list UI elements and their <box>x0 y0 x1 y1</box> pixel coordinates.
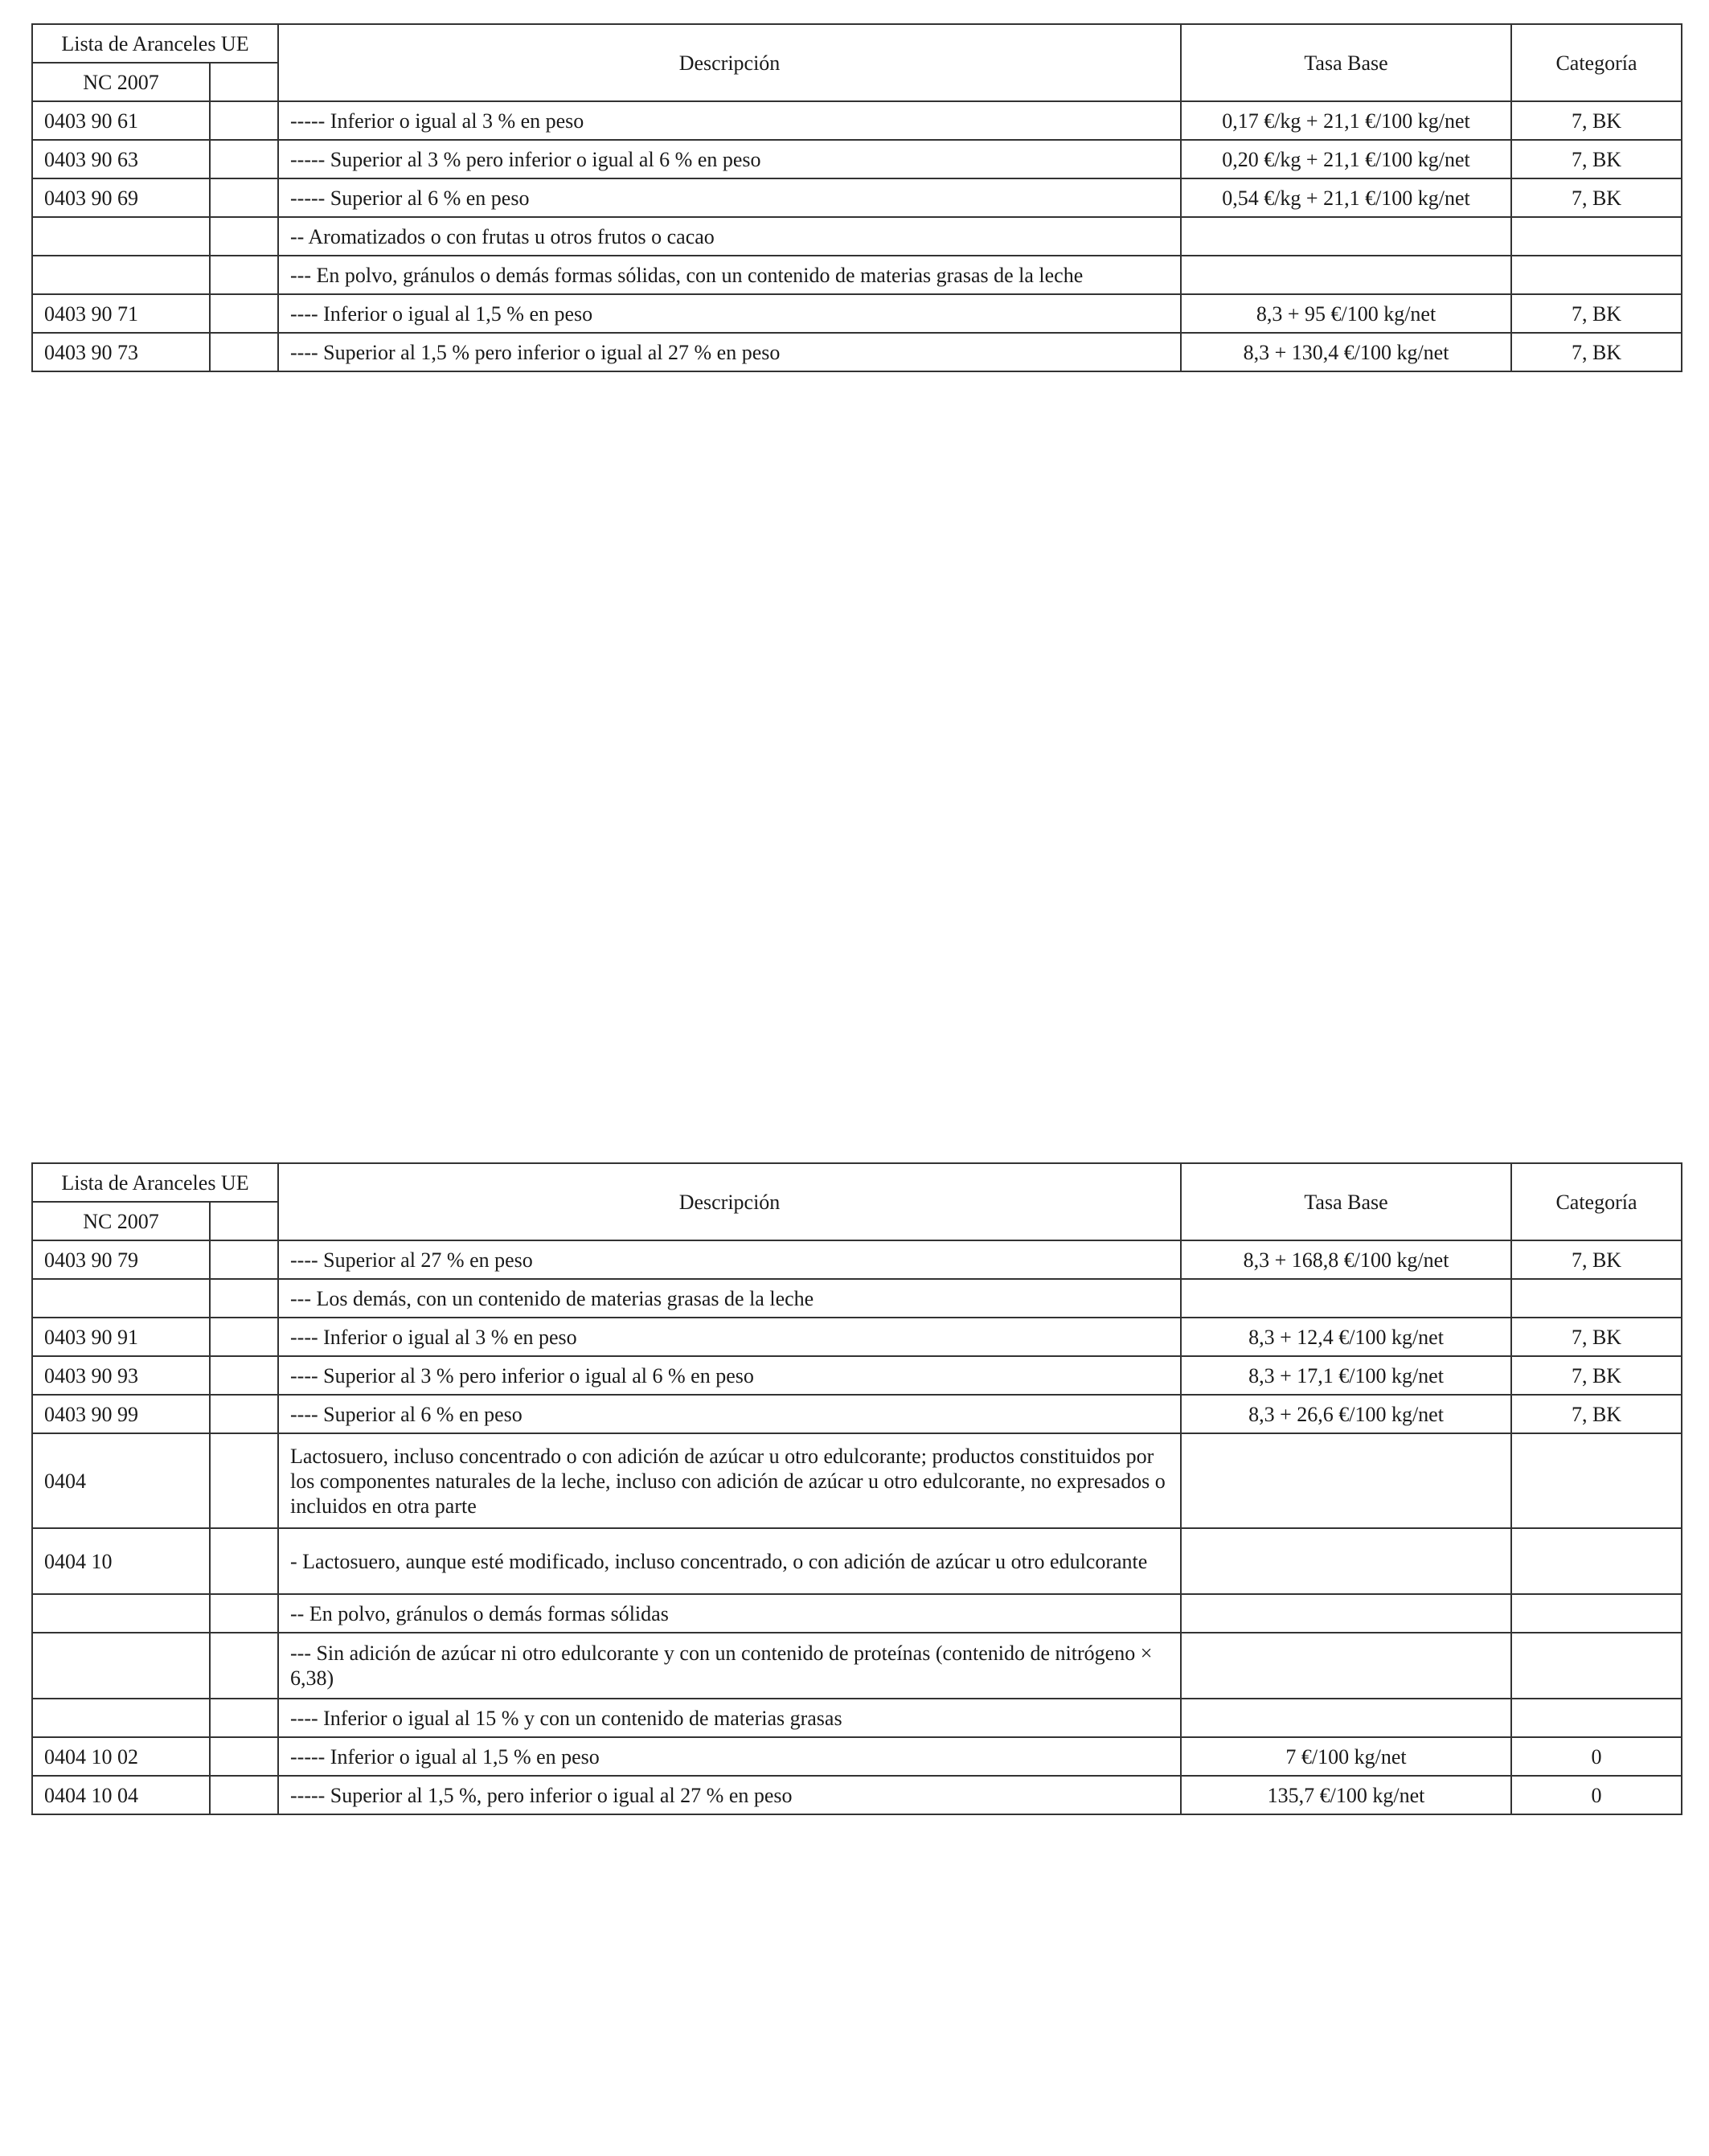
code-cell <box>32 1699 210 1737</box>
category-cell <box>1511 1433 1682 1528</box>
table-row <box>32 178 1682 217</box>
table-row <box>32 1279 1682 1318</box>
description-cell: --- En polvo, gránulos o demás formas sólidas, con un contenido de materias grasas de la leche <box>278 256 1181 294</box>
code-cell: 0404 10 04 <box>32 1776 210 1814</box>
blank-cell <box>210 1395 278 1433</box>
code-cell: 0403 90 61 <box>32 101 210 140</box>
description-header-cell: Descripción <box>278 1163 1181 1240</box>
rate-cell <box>1181 1433 1511 1528</box>
code-cell: 0403 90 63 <box>32 140 210 178</box>
blank-cell <box>210 1528 278 1594</box>
category-cell <box>1511 1279 1682 1318</box>
blank-cell <box>210 1776 278 1814</box>
code-cell: 0403 90 99 <box>32 1395 210 1433</box>
rate-cell <box>1181 1633 1511 1699</box>
blank-cell <box>210 1737 278 1776</box>
category-cell: 7, BK <box>1511 101 1682 140</box>
table-row <box>32 1737 1682 1776</box>
table-row <box>32 1318 1682 1356</box>
category-cell: 7, BK <box>1511 1395 1682 1433</box>
table-row <box>32 1633 1682 1699</box>
rate-cell: 8,3 + 95 €/100 kg/net <box>1181 294 1511 333</box>
description-cell: ----- Superior al 6 % en peso <box>278 178 1181 217</box>
code-cell: 0404 10 <box>32 1528 210 1594</box>
blank-cell <box>210 178 278 217</box>
category-cell <box>1511 256 1682 294</box>
rate-cell <box>1181 1528 1511 1594</box>
table-row <box>32 294 1682 333</box>
description-cell: --- Los demás, con un contenido de materias grasas de la leche <box>278 1279 1181 1318</box>
table-row <box>32 1433 1682 1528</box>
category-cell <box>1511 1528 1682 1594</box>
table-row <box>32 101 1682 140</box>
blank-cell <box>210 1240 278 1279</box>
nc-header-cell: NC 2007 <box>32 1202 210 1240</box>
blank-cell <box>210 1356 278 1395</box>
table-row <box>32 1240 1682 1279</box>
description-cell: ---- Inferior o igual al 1,5 % en peso <box>278 294 1181 333</box>
table-row <box>32 1395 1682 1433</box>
rate-cell: 7 €/100 kg/net <box>1181 1737 1511 1776</box>
blank-header-cell <box>210 63 278 101</box>
table-row <box>32 1776 1682 1814</box>
description-cell: --- Sin adición de azúcar ni otro edulcorante y con un contenido de proteínas (contenido de nitrógeno × 6,38) <box>278 1633 1181 1699</box>
category-cell: 7, BK <box>1511 333 1682 371</box>
rate-header-cell: Tasa Base <box>1181 1163 1511 1240</box>
category-cell: 7, BK <box>1511 178 1682 217</box>
description-cell: -- Aromatizados o con frutas u otros frutos o cacao <box>278 217 1181 256</box>
code-cell <box>32 256 210 294</box>
tariff-table-1 <box>31 23 1682 372</box>
description-cell: Lactosuero, incluso concentrado o con adición de azúcar u otro edulcorante; productos constituidos por los componentes naturales de la leche, incluso con adición de azúcar u otro edulcorante, no expresados o incluidos en otra parte <box>278 1433 1181 1528</box>
rate-cell: 8,3 + 26,6 €/100 kg/net <box>1181 1395 1511 1433</box>
code-cell <box>32 1594 210 1633</box>
table-row <box>32 217 1682 256</box>
category-cell: 7, BK <box>1511 1356 1682 1395</box>
description-cell: ---- Inferior o igual al 3 % en peso <box>278 1318 1181 1356</box>
table-row <box>32 1699 1682 1737</box>
description-cell: ---- Superior al 27 % en peso <box>278 1240 1181 1279</box>
rate-cell: 8,3 + 12,4 €/100 kg/net <box>1181 1318 1511 1356</box>
rate-cell: 8,3 + 168,8 €/100 kg/net <box>1181 1240 1511 1279</box>
description-header-cell: Descripción <box>278 24 1181 101</box>
code-cell <box>32 1279 210 1318</box>
code-cell: 0403 90 73 <box>32 333 210 371</box>
category-cell: 7, BK <box>1511 294 1682 333</box>
list-header-cell: Lista de Aranceles UE <box>32 1163 278 1202</box>
rate-cell: 8,3 + 130,4 €/100 kg/net <box>1181 333 1511 371</box>
category-cell <box>1511 1633 1682 1699</box>
table-row <box>32 333 1682 371</box>
category-cell: 7, BK <box>1511 1240 1682 1279</box>
category-cell <box>1511 1594 1682 1633</box>
code-cell: 0403 90 91 <box>32 1318 210 1356</box>
rate-cell: 0,54 €/kg + 21,1 €/100 kg/net <box>1181 178 1511 217</box>
list-header-cell: Lista de Aranceles UE <box>32 24 278 63</box>
category-cell: 7, BK <box>1511 1318 1682 1356</box>
code-cell: 0404 <box>32 1433 210 1528</box>
category-header-cell: Categoría <box>1511 1163 1682 1240</box>
blank-cell <box>210 1433 278 1528</box>
code-cell <box>32 217 210 256</box>
description-cell: ---- Inferior o igual al 15 % y con un contenido de materias grasas <box>278 1699 1181 1737</box>
rate-cell: 0,17 €/kg + 21,1 €/100 kg/net <box>1181 101 1511 140</box>
category-header-cell: Categoría <box>1511 24 1682 101</box>
category-cell <box>1511 217 1682 256</box>
rate-cell <box>1181 217 1511 256</box>
table-row <box>32 1356 1682 1395</box>
code-cell <box>32 1633 210 1699</box>
description-cell: -- En polvo, gránulos o demás formas sólidas <box>278 1594 1181 1633</box>
description-cell: ---- Superior al 6 % en peso <box>278 1395 1181 1433</box>
description-cell: ----- Superior al 3 % pero inferior o igual al 6 % en peso <box>278 140 1181 178</box>
header-row <box>32 1163 1682 1202</box>
blank-cell <box>210 101 278 140</box>
blank-cell <box>210 1633 278 1699</box>
category-cell: 0 <box>1511 1776 1682 1814</box>
blank-cell <box>210 256 278 294</box>
code-cell: 0403 90 93 <box>32 1356 210 1395</box>
description-cell: ---- Superior al 1,5 % pero inferior o igual al 27 % en peso <box>278 333 1181 371</box>
description-cell: ----- Inferior o igual al 1,5 % en peso <box>278 1737 1181 1776</box>
blank-cell <box>210 1699 278 1737</box>
code-cell: 0403 90 69 <box>32 178 210 217</box>
code-cell: 0404 10 02 <box>32 1737 210 1776</box>
table-row <box>32 140 1682 178</box>
rate-cell <box>1181 1699 1511 1737</box>
rate-cell: 8,3 + 17,1 €/100 kg/net <box>1181 1356 1511 1395</box>
rate-cell <box>1181 1279 1511 1318</box>
category-cell: 7, BK <box>1511 140 1682 178</box>
description-cell: ----- Inferior o igual al 3 % en peso <box>278 101 1181 140</box>
code-cell: 0403 90 79 <box>32 1240 210 1279</box>
blank-cell <box>210 333 278 371</box>
blank-cell <box>210 140 278 178</box>
description-cell: - Lactosuero, aunque esté modificado, incluso concentrado, o con adición de azúcar u otro edulcorante <box>278 1528 1181 1594</box>
nc-header-cell: NC 2007 <box>32 63 210 101</box>
blank-cell <box>210 1318 278 1356</box>
rate-cell: 0,20 €/kg + 21,1 €/100 kg/net <box>1181 140 1511 178</box>
blank-cell <box>210 217 278 256</box>
blank-cell <box>210 294 278 333</box>
blank-cell <box>210 1594 278 1633</box>
category-cell <box>1511 1699 1682 1737</box>
rate-cell: 135,7 €/100 kg/net <box>1181 1776 1511 1814</box>
code-cell: 0403 90 71 <box>32 294 210 333</box>
table-row <box>32 256 1682 294</box>
category-cell: 0 <box>1511 1737 1682 1776</box>
tariff-table-2 <box>31 1162 1682 1815</box>
table-row <box>32 1594 1682 1633</box>
table-row <box>32 1528 1682 1594</box>
description-cell: ----- Superior al 1,5 %, pero inferior o igual al 27 % en peso <box>278 1776 1181 1814</box>
blank-header-cell <box>210 1202 278 1240</box>
header-row <box>32 24 1682 63</box>
blank-cell <box>210 1279 278 1318</box>
rate-cell <box>1181 256 1511 294</box>
rate-cell <box>1181 1594 1511 1633</box>
rate-header-cell: Tasa Base <box>1181 24 1511 101</box>
description-cell: ---- Superior al 3 % pero inferior o igual al 6 % en peso <box>278 1356 1181 1395</box>
